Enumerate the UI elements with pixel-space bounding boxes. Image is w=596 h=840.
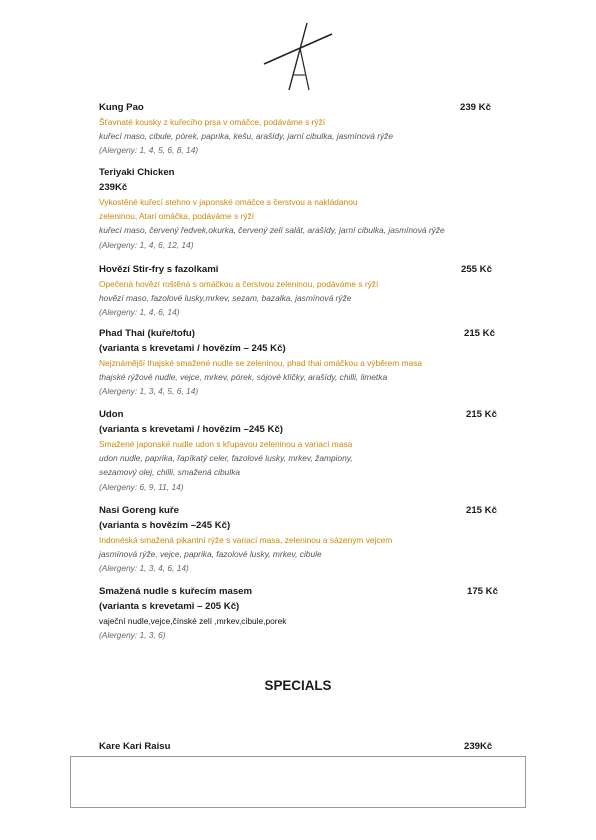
dish-price: 239 Kč (460, 102, 491, 113)
dish-description: Indonéská smažená pikantní rýže s variací masa, zeleninou a sázeným vejcem (99, 535, 393, 545)
menu-item (99, 100, 499, 158)
menu-item (99, 503, 499, 576)
dish-price: 255 Kč (461, 264, 492, 275)
dish-name: Hovězí Stir-fry s fazolkami (99, 264, 219, 275)
restaurant-logo-icon (262, 20, 334, 92)
dish-description: Nejznámější thajské smažené nudle se zeleninou, phad thai omáčkou a výběrem masa (99, 358, 423, 368)
dish-name: Udon (99, 409, 124, 420)
dish-allergens: (Alergeny: 1, 4, 6, 12, 14) (99, 239, 194, 250)
dish-name: Smažená nudle s kuřecím masem (99, 586, 253, 597)
dish-variant: (varianta s hovězím –245 Kč) (99, 520, 231, 531)
dish-variant: (varianta s krevetami / hovězím – 245 Kč) (99, 343, 286, 354)
dish-description: Šťavnaté kousky z kuřecího prsa v omáčce, podáváme s rýží (99, 117, 326, 127)
dish-allergens: (Alergeny: 6, 9, 11, 14) (99, 481, 184, 492)
dish-variant: (varianta s krevetami – 205 Kč) (99, 601, 240, 612)
dish-ingredients: kuřecí maso, červený ředvek,okurka, červený zelí salát, arašídy, jarní cibulka, jasmínová rýže (99, 225, 445, 236)
dish-description: Opečená hovězí roštěná s omáčkou a čerstvou zeleninou, podáváme s rýží (99, 279, 379, 289)
special-dish-price: 239Kč (464, 741, 493, 752)
dish-price: 215 Kč (466, 409, 497, 420)
dish-variant-price: 239Kč (99, 182, 128, 193)
menu-item (99, 407, 499, 494)
menu-item (99, 262, 499, 320)
dish-allergens: (Alergeny: 1, 3, 4, 5, 6, 14) (99, 386, 199, 397)
dish-description: Smažené japonské nudle udon s křupavou zeleninou a variací masa (99, 439, 353, 449)
dish-allergens: (Alergeny: 1, 4, 5, 6, 8, 14) (99, 145, 199, 156)
dish-ingredients: udon nudle, paprika, řapíkatý celer, fazolové lusky, mrkev, žampiony, (99, 453, 353, 464)
specials-heading: SPECIALS (264, 678, 332, 693)
dish-variant: (varianta s krevetami / hovězím –245 Kč) (99, 424, 283, 435)
dish-allergens: (Alergeny: 1, 3, 4, 6, 14) (99, 563, 189, 574)
dish-ingredients: hovězí maso, fazolové lusky,mrkev, sezam, bazalka, jasmínová rýže (99, 293, 352, 304)
special-dish-name: Kare Kari Raisu (99, 741, 171, 752)
dish-ingredients: thajské rýžové nudle, vejce, mrkev, pórek, sójové klíčky, arašídy, chilli, limetka (99, 372, 388, 383)
dish-ingredients: sezamový olej, chilli, smažená cibulka (99, 467, 241, 478)
dish-name: Nasi Goreng kuře (99, 505, 179, 516)
empty-text-box[interactable] (70, 756, 526, 808)
menu-item (99, 326, 499, 399)
dish-ingredients: jasmínová rýže, vejce, paprika, fazolové lusky, mrkev, cibule (99, 549, 322, 560)
dish-description: zeleninou, Atari omáčka, podáváme s rýží (99, 211, 255, 222)
dish-name: Kung Pao (99, 102, 144, 113)
dish-price: 175 Kč (467, 586, 498, 597)
dish-allergens: (Alergeny: 1, 3, 6) (99, 630, 166, 641)
dish-ingredients: kuřecí maso, cibule, pórek, paprika, kešu, arašídy, jarní cibulka, jasmínová rýže (99, 131, 394, 142)
dish-price: 215 Kč (466, 505, 497, 516)
dish-description: Vykostěné kuřecí stehno v japonské omáčce s čerstvou a nakládanou (99, 197, 358, 207)
menu-item (99, 584, 499, 642)
dish-price: 215 Kč (464, 328, 495, 339)
menu-item (99, 165, 499, 252)
dish-allergens: (Alergeny: 1, 4, 6, 14) (99, 307, 180, 318)
dish-name: Phad Thai (kuře/tofu) (99, 328, 195, 339)
dish-ingredients: vaječní nudle,vejce,čínské zelí ,mrkev,cibule,porek (99, 616, 287, 626)
dish-name: Teriyaki Chicken (99, 167, 175, 178)
